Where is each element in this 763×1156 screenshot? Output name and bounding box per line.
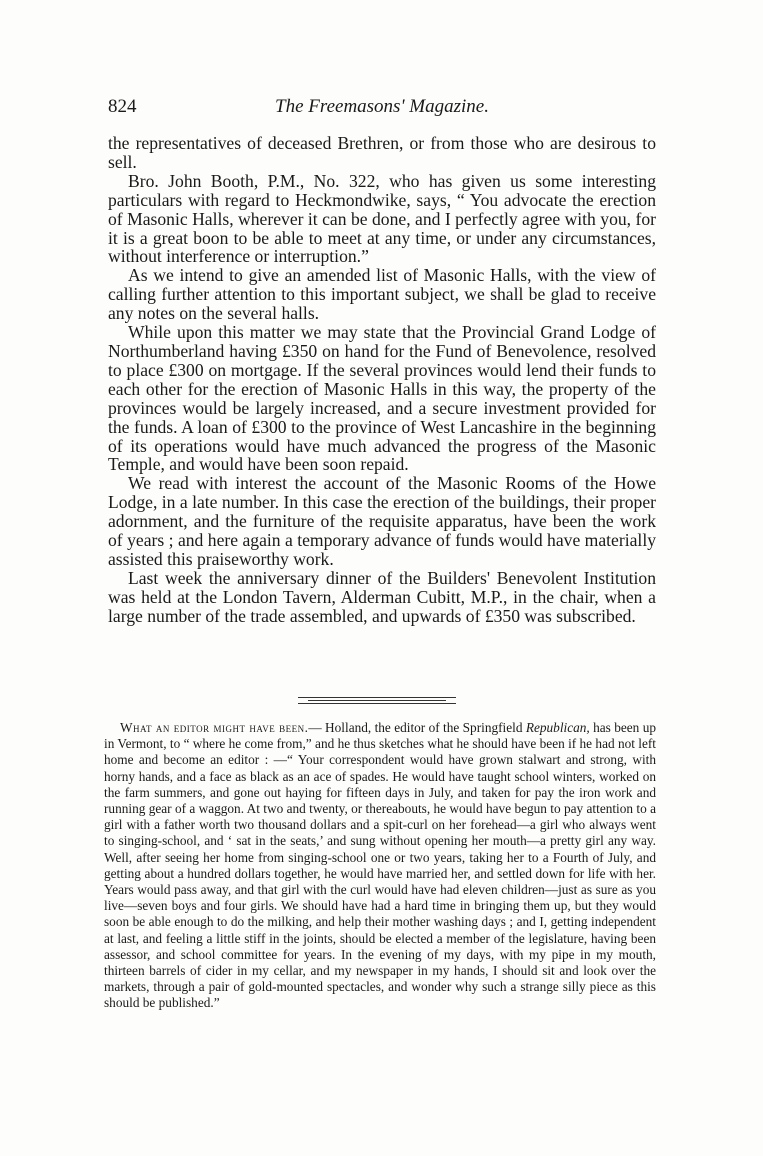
- publication-name: Republican,: [525, 720, 590, 735]
- article-body: [108, 134, 656, 626]
- section-divider: [298, 697, 456, 707]
- paragraph: Bro. John Booth, P.M., No. 322, who has given us some interesting particulars with regard to Heckmondwike, says, “ You advocate the erection of Masonic Halls, wherever it can be done, and I perfectly agree with you, for it is a great boon to be able to meet at any time, or under any circumstances, without interference or interruption.”: [108, 170, 656, 267]
- page-header: [108, 96, 656, 124]
- paragraph: As we intend to give an amended list of Masonic Halls, with the view of calling further attention to this important subject, we shall be glad to receive any notes on the several halls.: [108, 265, 656, 324]
- anecdote-paragraph: [104, 720, 656, 1012]
- divider-line: [298, 703, 456, 704]
- running-title: The Freemasons' Magazine.: [275, 96, 489, 117]
- page-number: 824: [108, 96, 137, 117]
- anecdote-lead: — Holland, the editor of the Springfield: [308, 720, 526, 735]
- editor-anecdote: [104, 720, 656, 1012]
- paragraph: We read with interest the account of the Masonic Rooms of the Howe Lodge, in a late number. In this case the erection of the buildings, their proper adornment, and the furniture of the requisite apparatus, have been the work of years ; and here again a temporary advance of funds would have materially assisted this praiseworthy work.: [108, 473, 656, 569]
- paragraph: Last week the anniversary dinner of the Builders' Benevolent Institution was held at the London Tavern, Alderman Cubitt, M.P., in the chair, when a large number of the trade assembled, and upwards of £350 was subscribed.: [108, 567, 656, 626]
- paragraph: the representatives of deceased Brethren, or from those who are desirous to sell.: [108, 133, 656, 172]
- anecdote-heading: What an editor might have been.: [120, 720, 309, 735]
- divider-line: [308, 700, 446, 701]
- anecdote-body: has been up in Vermont, to “ where he come from,” and he thus sketches what he should have been if he had not left home and become an editor : —“ Your correspondent would have grown stalwart and strong, with horny hands, and a face as black as an ace of spades. He would have taught school winters, worked on the farm summers, and gone out haying for fifteen days in July, and taken for pay the iron work and running gear of a waggon. At two and twenty, or thereabouts, he would have begun to pay attention to a girl with a father worth two thousand dollars and a spit-curl on her forehead—a girl who always went to singing-school, and ‘ sat in the seats,’ and sung without opening her mouth—a pretty girl any way. Well, after seeing her home from singing-school one or two years, taking her to a Fourth of July, and getting about a hundred dollars together, he would have married her, and settled down for life with her. Years would pass away, and that girl with the curl would have had eleven children—just as sure as you live—seven boys and four girls. We should have had a hard time in bringing them up, but they would soon be able enough to do the milking, and help their mother washing days ; and I, getting independent at last, and feeling a little stiff in the joints, should be elected a member of the legislature, having been assessor, and school committee for years. In the evening of my days, with my pipe in my mouth, thirteen barrels of cider in my cellar, and my newspaper in my hands, I should sit and look over the markets, through a pair of gold-mounted spectacles, and wonder why such a strange silly piece as this should be published.”: [104, 720, 656, 1011]
- paragraph: While upon this matter we may state that the Provincial Grand Lodge of Northumberland having £350 on hand for the Fund of Benevolence, resolved to place £300 on mortgage. If the several provinces would lend their funds to each other for the erection of Masonic Halls in this way, the property of the provinces would be largely increased, and a secure investment provided for the funds. A loan of £300 to the province of West Lancashire in the beginning of its operations would have much advanced the progress of the Masonic Temple, and would have been soon repaid.: [108, 322, 656, 475]
- divider-line: [298, 697, 456, 698]
